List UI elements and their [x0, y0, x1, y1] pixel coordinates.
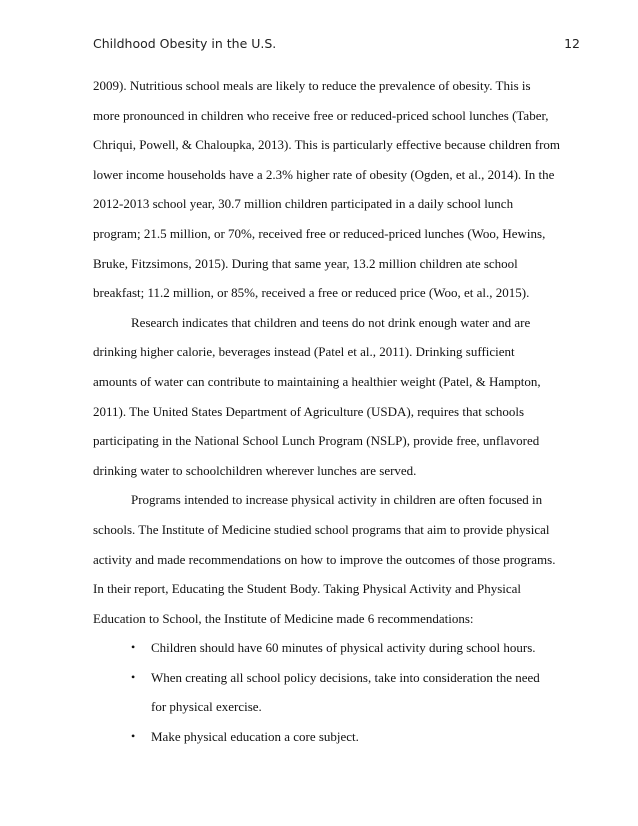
text-line: drinking higher calorie, beverages instead (Patel et al., 2011). Drinking sufficient: [93, 344, 515, 360]
text-line: Education to School, the Institute of Medicine made 6 recommendations:: [93, 610, 474, 626]
text-line: 2012-2013 school year, 30.7 million children participated in a daily school lunch: [93, 196, 514, 212]
list-item: [93, 633, 553, 663]
body-text: [93, 71, 561, 752]
recommendations-list: [93, 633, 553, 751]
text-line: Bruke, Fitzsimons, 2015). During that same year, 13.2 million children ate school: [93, 255, 518, 271]
text-line: drinking water to schoolchildren wherever lunches are served.: [93, 462, 417, 478]
text-line: In their report, Educating the Student Body. Taking Physical Activity and Physical: [93, 581, 522, 597]
text-line: schools. The Institute of Medicine studied school programs that aim to provide physical: [93, 521, 550, 537]
paragraph-school-meals: [93, 71, 561, 308]
running-head: Childhood Obesity in the U.S.: [93, 36, 277, 51]
text-line: activity and made recommendations on how to improve the outcomes of those programs.: [93, 551, 556, 567]
bullet-icon: •: [131, 729, 136, 744]
text-line: program; 21.5 million, or 70%, received free or reduced-priced lunches (Woo, Hewins,: [93, 225, 546, 241]
text-line: Programs intended to increase physical activity in children are often focused in: [131, 492, 543, 508]
text-line: lower income households have a 2.3% higher rate of obesity (Ogden, et al., 2014). In the: [93, 166, 555, 182]
text-line: Children should have 60 minutes of physical activity during school hours.: [151, 640, 536, 656]
text-line: Make physical education a core subject.: [151, 729, 359, 745]
list-item: [93, 722, 553, 752]
list-item: [93, 663, 553, 722]
page-number: 12: [564, 36, 580, 51]
text-line: Research indicates that children and teens do not drink enough water and are: [131, 314, 531, 330]
page-header: [93, 36, 580, 56]
text-line: 2011). The United States Department of Agriculture (USDA), requires that schools: [93, 403, 525, 419]
text-line: more pronounced in children who receive free or reduced-priced school lunches (Taber,: [93, 107, 549, 123]
text-line: amounts of water can contribute to maintaining a healthier weight (Patel, & Hampton,: [93, 373, 541, 389]
paragraph-physical-activity: [93, 485, 556, 633]
text-line: When creating all school policy decisions, take into consideration the need: [151, 669, 540, 685]
text-line: breakfast; 11.2 million, or 85%, received a free or reduced price (Woo, et al., 2015).: [93, 285, 530, 301]
text-line: 2009). Nutritious school meals are likely to reduce the prevalence of obesity. This is: [93, 78, 531, 93]
paragraph-water: [93, 308, 553, 486]
bullet-icon: •: [131, 640, 136, 655]
bullet-icon: •: [131, 669, 136, 684]
text-line: Chriqui, Powell, & Chaloupka, 2013). This is particularly effective because children from: [93, 137, 561, 153]
text-line: for physical exercise.: [151, 699, 262, 715]
text-line: participating in the National School Lunch Program (NSLP), provide free, unflavored: [93, 433, 540, 449]
